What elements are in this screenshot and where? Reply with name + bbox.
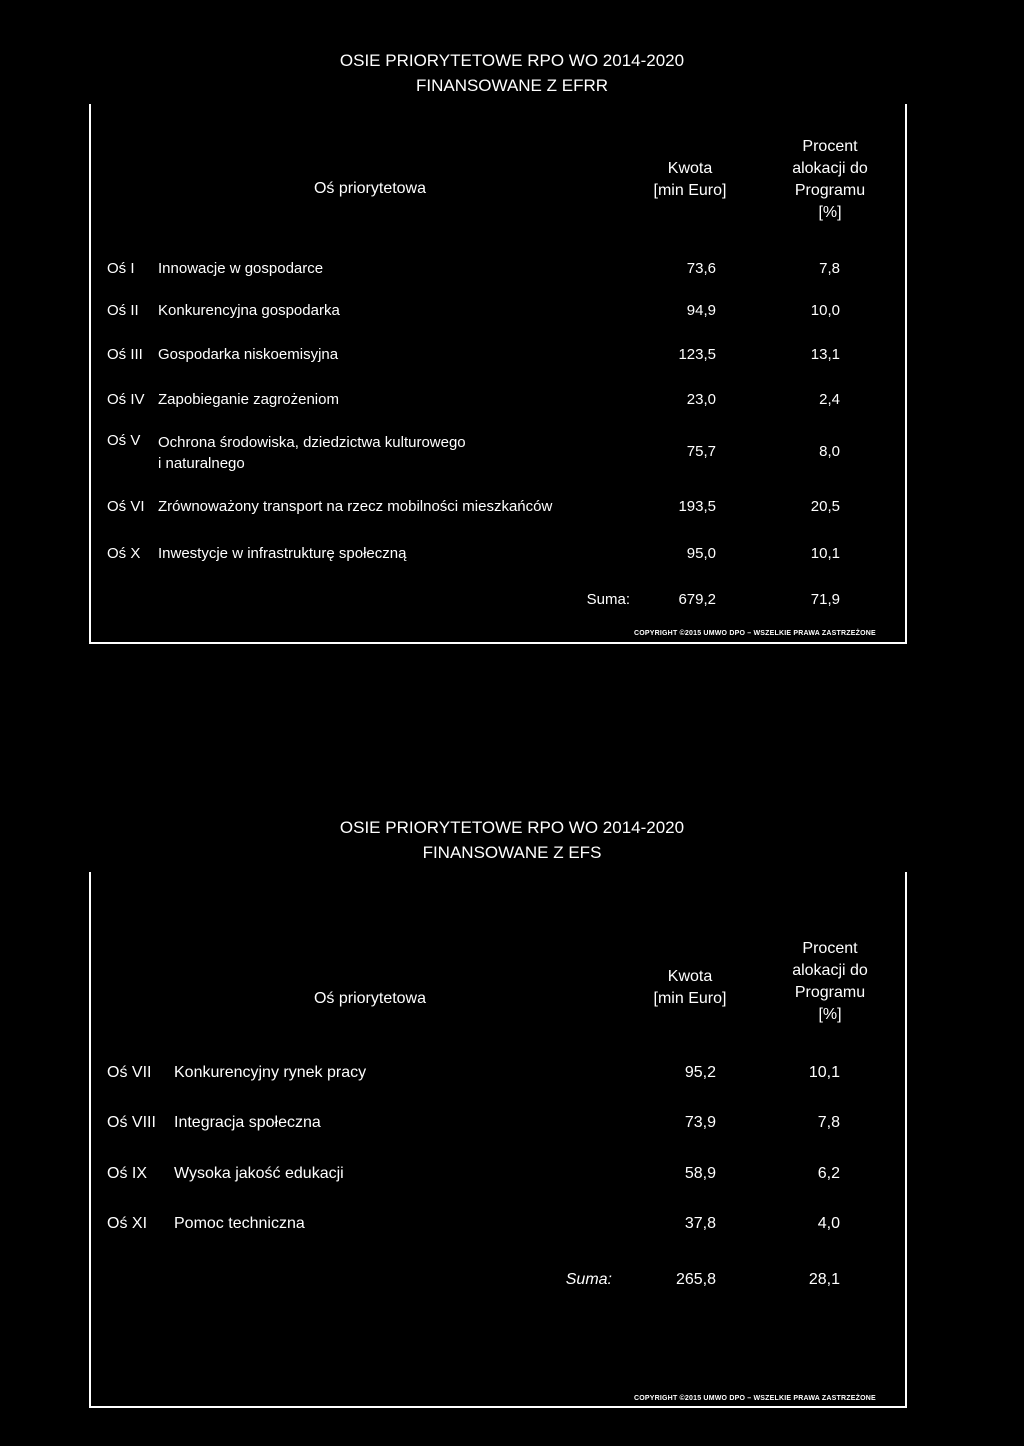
row-code: Oś X (107, 545, 141, 562)
row-percent: 7,8 (819, 260, 840, 277)
row-percent: 20,5 (810, 498, 840, 515)
sum-label: Suma: (586, 591, 630, 608)
row-name: Zapobieganie zagrożeniom (158, 391, 339, 408)
sum-percent: 28,1 (808, 1271, 840, 1288)
row-amount: 94,9 (686, 302, 716, 319)
row-name: Pomoc techniczna (174, 1215, 305, 1232)
efrr-header-axis: Oś priorytetowa (313, 180, 427, 197)
sum-amount: 265,8 (675, 1271, 716, 1288)
row-amount: 95,0 (686, 545, 716, 562)
row-code: Oś V (107, 432, 141, 449)
row-percent: 10,0 (810, 302, 840, 319)
row-amount: 73,9 (684, 1114, 716, 1131)
row-amount: 23,0 (686, 391, 716, 408)
row-name: Integracja społeczna (174, 1114, 321, 1131)
efs-copyright: COPYRIGHT ©2015 UMWO DPO – WSZELKIE PRAWA ZASTRZEŻONE (634, 1395, 876, 1402)
efrr-header-amount: Kwota [min Euro] (653, 160, 727, 199)
row-name: Ochrona środowiska, dziedzictwa kulturowego i naturalnego (158, 434, 466, 472)
sum-percent: 71,9 (810, 591, 840, 608)
efs-title-line1: OSIE PRIORYTETOWE RPO WO 2014-2020 (339, 818, 685, 837)
row-name: Innowacje w gospodarce (158, 260, 324, 277)
row-code: Oś VI (107, 498, 145, 515)
row-name: Konkurencyjny rynek pracy (174, 1064, 367, 1081)
row-amount: 37,8 (684, 1215, 716, 1232)
row-amount: 193,5 (678, 498, 716, 515)
row-code: Oś IX (107, 1165, 148, 1182)
row-code: Oś IV (107, 391, 145, 408)
row-code: Oś I (107, 260, 135, 277)
sum-amount: 679,2 (678, 591, 716, 608)
efs-header-amount: Kwota [min Euro] (653, 968, 727, 1007)
row-amount: 95,2 (684, 1064, 716, 1081)
row-amount: 58,9 (684, 1165, 716, 1182)
efrr-header-percent: Procent alokacji do Programu [%] (792, 138, 868, 221)
row-amount: 73,6 (686, 260, 716, 277)
efs-title-line2: FINANSOWANE Z EFS (422, 843, 602, 862)
efs-header-percent: Procent alokacji do Programu [%] (792, 940, 868, 1023)
row-percent: 6,2 (817, 1165, 840, 1182)
row-percent: 8,0 (819, 443, 840, 460)
row-code: Oś VII (107, 1064, 152, 1081)
row-percent: 4,0 (817, 1215, 840, 1232)
row-code: Oś XI (107, 1215, 148, 1232)
sum-label: Suma: (565, 1271, 612, 1288)
row-code: Oś II (107, 302, 139, 319)
row-percent: 10,1 (810, 545, 840, 562)
row-name: Gospodarka niskoemisyjna (158, 346, 339, 363)
row-code: Oś III (107, 346, 143, 363)
row-percent: 10,1 (808, 1064, 840, 1081)
row-percent: 2,4 (819, 391, 840, 408)
efs-header-axis: Oś priorytetowa (313, 990, 427, 1007)
row-name: Zrównoważony transport na rzecz mobilności mieszkańców (158, 498, 553, 515)
row-amount: 123,5 (678, 346, 716, 363)
efrr-title-line2: FINANSOWANE Z EFRR (415, 76, 609, 95)
row-name: Inwestycje w infrastrukturę społeczną (158, 545, 407, 562)
row-name: Wysoka jakość edukacji (174, 1165, 344, 1182)
efrr-title-line1: OSIE PRIORYTETOWE RPO WO 2014-2020 (339, 51, 685, 70)
row-code: Oś VIII (107, 1114, 156, 1131)
row-percent: 7,8 (817, 1114, 840, 1131)
row-percent: 13,1 (810, 346, 840, 363)
row-amount: 75,7 (686, 443, 716, 460)
efrr-copyright: COPYRIGHT ©2015 UMWO DPO – WSZELKIE PRAWA ZASTRZEŻONE (634, 630, 876, 637)
row-name: Konkurencyjna gospodarka (158, 302, 340, 319)
